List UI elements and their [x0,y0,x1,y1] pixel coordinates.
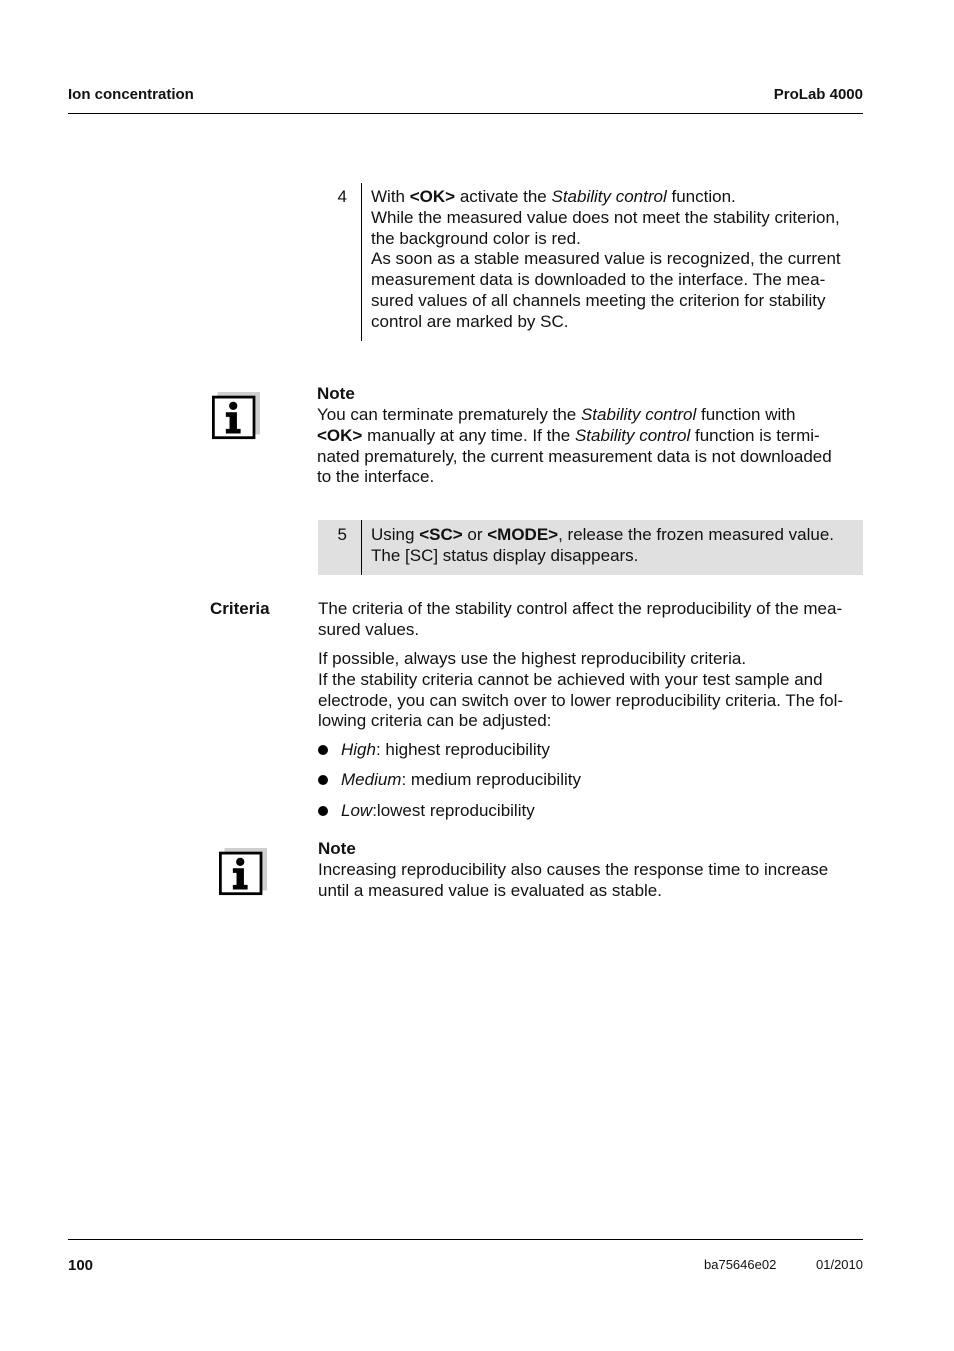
text-run: manually at any time. If the [362,425,575,445]
key-ok: <OK> [317,425,363,445]
function-name: Stability control [580,405,697,424]
note-2-text [318,860,828,902]
header-product-name: ProLab 4000 [773,86,863,103]
text-line: sured values of all channels meeting the criterion for stability [371,290,826,310]
criteria-paragraph-1 [318,599,842,641]
text-line: until a measured value is evaluated as stable. [318,880,662,900]
text-line: sured values. [318,619,420,639]
footer-rule [68,1239,863,1240]
text-line: The criteria of the stability control affect the reproducibility of the mea- [318,599,843,618]
list-item [341,770,581,791]
document-id: ba75646e02 [704,1257,777,1272]
function-name: Stability control [574,425,691,445]
step-5-number: 5 [337,525,347,544]
text-line: nated prematurely, the current measurement data is not downloaded [317,446,832,466]
note-1-text [317,405,832,488]
text-line: The [SC] status display disappears. [371,545,639,565]
text-line: lowing criteria can be adjusted: [318,711,552,731]
bullet-icon [318,745,328,755]
info-icon [212,392,260,440]
text-line: Increasing reproducibility also causes the response time to increase [318,860,829,879]
text-line: While the measured value does not meet the stability criterion, [371,207,840,227]
step-4-text [371,187,841,333]
page-number: 100 [68,1257,94,1274]
text-line: If the stability criteria cannot be achieved with your test sample and [318,669,823,689]
text-line: electrode, you can switch over to lower reproducibility criteria. The fol- [318,690,844,710]
step-4-divider [361,183,362,341]
note-2-title: Note [318,839,356,858]
text-line: the background color is red. [371,228,581,248]
text-run: function with [696,405,796,424]
text-run: , release the frozen measured value. [558,525,835,544]
header-rule [68,113,863,114]
info-icon [219,848,267,896]
text-line: control are marked by SC. [371,311,569,331]
criterion-desc: : highest reproducibility [375,740,550,759]
criteria-label: Criteria [210,599,270,618]
criterion-term: Medium [341,770,402,789]
text-run: Using [371,525,420,544]
text-run: or [462,525,488,544]
text-run: You can terminate prematurely the [317,405,581,424]
function-name: Stability control [551,187,667,206]
text-line: If possible, always use the highest reproducibility criteria. [318,649,747,668]
text-line: As soon as a stable measured value is recognized, the current [371,249,841,269]
key-mode: <MODE> [487,525,559,544]
criterion-desc: : medium reproducibility [401,770,581,789]
criteria-paragraph-2 [318,649,843,732]
criterion-term: Low [341,801,373,820]
key-sc: <SC> [419,525,463,544]
step-4-number: 4 [337,187,347,206]
bullet-icon [318,775,328,785]
list-item [341,740,550,761]
text-line: measurement data is downloaded to the interface. The mea- [371,270,826,290]
step-5-text [371,525,834,567]
document-date: 01/2010 [816,1257,863,1272]
bullet-icon [318,806,328,816]
text-run: function. [666,187,736,206]
list-item [341,801,535,822]
criterion-desc: :lowest reproducibility [372,801,535,820]
key-ok: <OK> [409,187,456,206]
header-section-title: Ion concentration [68,86,194,103]
text-run: activate the [455,187,552,206]
text-line: to the interface. [317,467,435,487]
note-1-title: Note [317,384,355,403]
text-run: With [371,187,410,206]
text-run: function is termi- [690,425,820,445]
step-5-divider [361,520,362,575]
criterion-term: High [341,740,376,759]
